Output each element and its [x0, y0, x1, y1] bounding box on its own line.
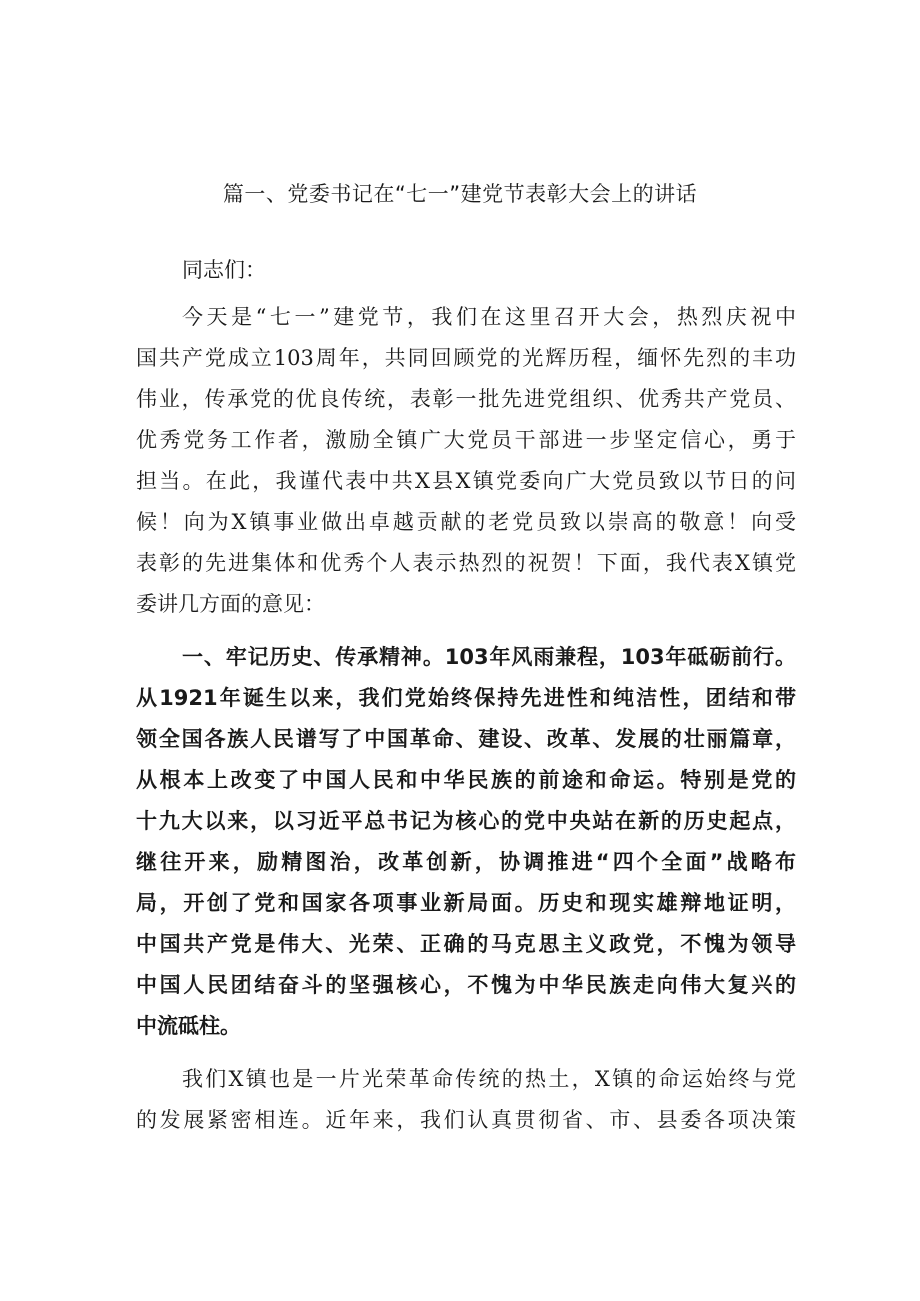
paragraph-local — [136, 1059, 796, 1141]
salutation: 同志们： — [182, 258, 266, 282]
paragraph-line: 候！向为X镇事业做出卓越贡献的老党员致以崇高的敬意！向受 — [136, 510, 796, 534]
paragraph-line: 一、牢记历史、传承精神。103年风雨兼程，103年砥砺前行。 — [182, 645, 796, 669]
paragraph-line: 的发展紧密相连。近年来，我们认真贯彻省、市、县委各项决策 — [136, 1108, 796, 1132]
paragraph-line: 领全国各族人民谱写了中国革命、建设、改革、发展的壮丽篇章， — [136, 727, 796, 751]
paragraph-line: 从1921年诞生以来，我们党始终保持先进性和纯洁性，团结和带 — [136, 686, 796, 710]
paragraph-line: 优秀党务工作者，激励全镇广大党员干部进一步坚定信心，勇于 — [136, 428, 796, 452]
paragraph-line: 今天是“七一”建党节，我们在这里召开大会，热烈庆祝中 — [182, 305, 796, 329]
paragraph-line: 国共产党成立103周年，共同回顾党的光辉历程，缅怀先烈的丰功 — [136, 346, 796, 370]
paragraph-section-one — [136, 637, 796, 1047]
document-title: 篇一、党委书记在“七一”建党节表彰大会上的讲话 — [222, 182, 698, 206]
paragraph-line: 十九大以来，以习近平总书记为核心的党中央站在新的历史起点， — [136, 809, 796, 833]
paragraph-line: 表彰的先进集体和优秀个人表示热烈的祝贺！下面，我代表X镇党 — [136, 551, 796, 575]
document-body — [136, 250, 796, 1141]
paragraph-line: 中流砥柱。 — [136, 1014, 241, 1038]
paragraph-opening — [136, 297, 796, 625]
paragraph-line: 伟业，传承党的优良传统，表彰一批先进党组织、优秀共产党员、 — [136, 387, 796, 411]
paragraph-line: 继往开来，励精图治，改革创新，协调推进“四个全面”战略布 — [136, 850, 796, 874]
paragraph-line: 委讲几方面的意见： — [136, 592, 325, 616]
paragraph-line: 担当。在此，我谨代表中共X县X镇党委向广大党员致以节日的问 — [136, 469, 796, 493]
paragraph-line: 中国共产党是伟大、光荣、正确的马克思主义政党，不愧为领导 — [136, 932, 796, 956]
paragraph-line: 我们X镇也是一片光荣革命传统的热土，X镇的命运始终与党 — [182, 1067, 796, 1091]
paragraph-line: 中国人民团结奋斗的坚强核心，不愧为中华民族走向伟大复兴的 — [136, 973, 796, 997]
paragraph-line: 局，开创了党和国家各项事业新局面。历史和现实雄辩地证明， — [136, 891, 796, 915]
paragraph-line: 从根本上改变了中国人民和中华民族的前途和命运。特别是党的 — [136, 768, 796, 792]
